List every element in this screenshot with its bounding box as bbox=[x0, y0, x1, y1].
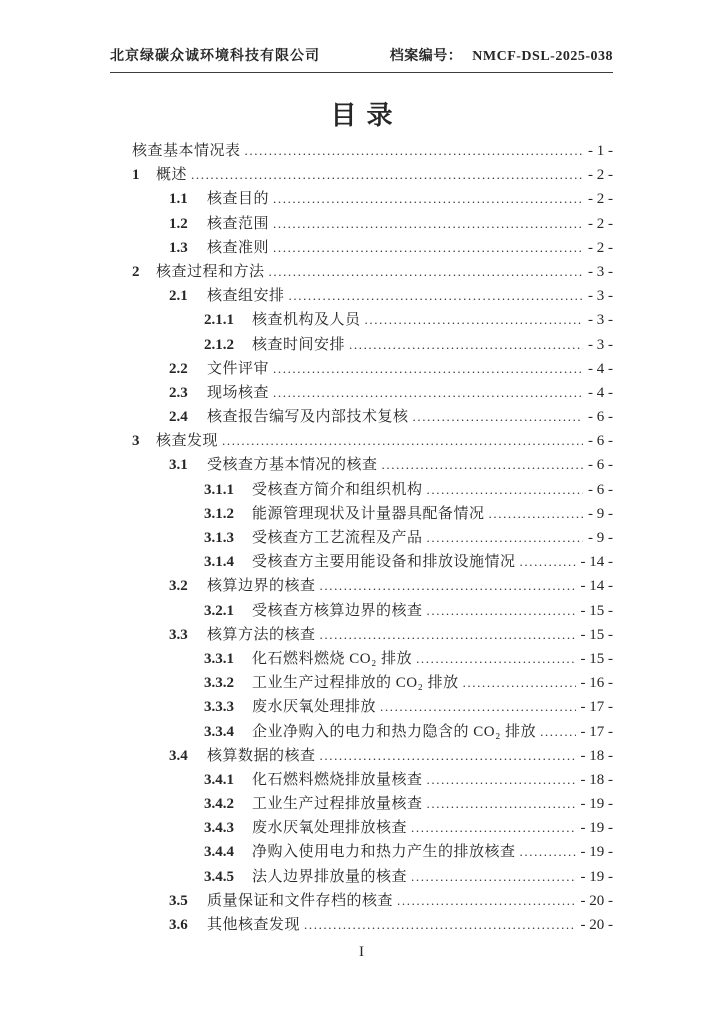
toc-entry[interactable] bbox=[132, 792, 613, 816]
toc-entry-title: 核查基本情况表 bbox=[132, 143, 241, 159]
toc-entry-number: 3.4 bbox=[169, 747, 188, 764]
toc-leader-dots bbox=[245, 139, 583, 163]
toc-leader-dots bbox=[427, 599, 576, 623]
toc-entry-number: 1.1 bbox=[169, 191, 188, 208]
toc-leader-dots bbox=[320, 744, 576, 768]
toc-entry-page: - 6 - bbox=[588, 433, 613, 450]
toc-entry-title: 受核查方简介和组织机构 bbox=[252, 481, 423, 498]
toc-entry-title: 企业净购入的电力和热力隐含的 CO₂ 排放 bbox=[252, 723, 537, 740]
toc-entry-number: 2.2 bbox=[169, 360, 188, 377]
toc-entry[interactable] bbox=[132, 333, 613, 357]
toc-entry-page: - 14 - bbox=[580, 554, 613, 571]
toc-entry-number: 3.1.4 bbox=[204, 554, 234, 571]
toc-entry[interactable] bbox=[132, 139, 613, 163]
toc-entry-number: 3.4.1 bbox=[204, 771, 234, 788]
toc-entry-number: 3.1.3 bbox=[204, 530, 234, 546]
toc-entry-number: 3 bbox=[132, 433, 140, 450]
toc-entry-number: 3.1.2 bbox=[204, 505, 234, 522]
toc-leader-dots bbox=[365, 308, 583, 332]
toc-entry-title: 核查过程和方法 bbox=[156, 263, 265, 280]
toc-leader-dots bbox=[273, 187, 583, 211]
toc-entry[interactable] bbox=[132, 647, 613, 671]
toc-entry-title: 受核查方工艺流程及产品 bbox=[252, 530, 423, 546]
toc-entry-title: 化石燃料燃烧 CO₂ 排放 bbox=[252, 650, 413, 667]
toc-entry[interactable] bbox=[132, 768, 613, 792]
toc-entry[interactable] bbox=[132, 381, 613, 405]
page-header bbox=[110, 45, 613, 73]
toc-entry-page: - 20 - bbox=[580, 917, 613, 933]
toc-entry-number: 3.2 bbox=[169, 578, 188, 595]
toc-leader-dots bbox=[273, 357, 583, 381]
toc-entry-number: 3.2.1 bbox=[204, 602, 234, 619]
toc-entry-title: 核算数据的核查 bbox=[207, 747, 316, 764]
toc-entry[interactable] bbox=[132, 429, 613, 453]
toc-leader-dots bbox=[411, 865, 575, 889]
toc-entry-title: 核查范围 bbox=[207, 215, 270, 232]
toc-entry-page: - 15 - bbox=[580, 626, 613, 643]
toc-entry-page: - 3 - bbox=[588, 312, 613, 329]
toc-entry-page: - 2 - bbox=[588, 191, 613, 208]
toc-entry-number: 3.1.1 bbox=[204, 481, 234, 498]
toc-entry-number: 3.5 bbox=[169, 892, 188, 909]
toc-entry-page: - 4 - bbox=[588, 384, 613, 401]
toc-entry[interactable] bbox=[132, 816, 613, 840]
toc-entry-page: - 17 - bbox=[580, 699, 613, 716]
toc-entry[interactable] bbox=[132, 453, 613, 477]
toc-entry-title: 工业生产过程排放的 CO₂ 排放 bbox=[252, 675, 459, 692]
toc-entry-title: 核查时间安排 bbox=[252, 336, 346, 353]
toc-leader-dots bbox=[320, 623, 576, 647]
toc-entry-number: 2.4 bbox=[169, 409, 188, 426]
toc-entry-number: 1 bbox=[132, 167, 140, 184]
toc-leader-dots bbox=[273, 236, 583, 260]
toc-entry-title: 受核查方核算边界的核查 bbox=[252, 602, 423, 619]
toc-entry[interactable] bbox=[132, 526, 613, 550]
toc-entry-page: - 19 - bbox=[580, 844, 613, 861]
toc-entry-title: 现场核查 bbox=[207, 384, 270, 401]
file-number-label: 档案编号： bbox=[389, 49, 463, 64]
toc-entry-number: 2.1.2 bbox=[204, 336, 234, 353]
toc-entry-page: - 2 - bbox=[588, 239, 613, 256]
toc-leader-dots bbox=[380, 695, 575, 719]
toc-entry-number: 3.3 bbox=[169, 626, 188, 643]
toc-leader-dots bbox=[382, 453, 583, 477]
toc-leader-dots bbox=[416, 647, 575, 671]
toc-entry-number: 1.2 bbox=[169, 215, 188, 232]
page-title: 目录 bbox=[330, 101, 403, 130]
toc-leader-dots bbox=[273, 381, 583, 405]
toc-entry[interactable] bbox=[132, 671, 613, 695]
toc-entry-title: 净购入使用电力和热力产生的排放核查 bbox=[252, 844, 516, 861]
toc-entry-title: 化石燃料燃烧排放量核查 bbox=[252, 771, 423, 788]
toc-entry-number: 3.1 bbox=[169, 457, 188, 474]
toc-entry-number: 3.3.4 bbox=[204, 723, 234, 740]
toc-entry-page: - 18 - bbox=[580, 747, 613, 764]
toc-leader-dots bbox=[427, 768, 576, 792]
toc-leader-dots bbox=[222, 429, 583, 453]
toc-leader-dots bbox=[427, 792, 576, 816]
toc-leader-dots bbox=[304, 913, 575, 937]
toc-leader-dots bbox=[411, 816, 575, 840]
toc-leader-dots bbox=[427, 478, 583, 502]
toc-entry-title: 能源管理现状及计量器具配备情况 bbox=[252, 505, 485, 522]
toc-entry-page: - 9 - bbox=[588, 505, 613, 522]
toc-leader-dots bbox=[269, 260, 583, 284]
toc-entry-title: 法人边界排放量的核查 bbox=[252, 868, 408, 885]
toc-entry-page: - 2 - bbox=[588, 215, 613, 232]
toc-entry-page: - 4 - bbox=[588, 360, 613, 377]
toc-entry-page: - 14 - bbox=[580, 578, 613, 595]
toc-entry-page: - 16 - bbox=[580, 675, 613, 692]
toc-entry-title: 核查目的 bbox=[207, 191, 270, 208]
toc-entry-page: - 6 - bbox=[588, 457, 613, 474]
toc-entry-title: 核查组安排 bbox=[207, 288, 285, 305]
toc-entry[interactable] bbox=[132, 163, 613, 187]
toc-entry-number: 2 bbox=[132, 263, 140, 280]
toc-leader-dots bbox=[520, 840, 576, 864]
toc-entry[interactable] bbox=[132, 284, 613, 308]
toc-entry-title: 核查准则 bbox=[207, 239, 270, 256]
toc-entry-number: 2.1.1 bbox=[204, 312, 234, 329]
toc-entry-page: - 6 - bbox=[588, 409, 613, 426]
toc-entry[interactable] bbox=[132, 187, 613, 211]
toc-entry-page: - 2 - bbox=[588, 167, 613, 184]
company-name: 北京绿碳众诚环境科技有限公司 bbox=[110, 49, 320, 64]
toc-leader-dots bbox=[289, 284, 583, 308]
toc-entry-number: 3.6 bbox=[169, 917, 188, 933]
toc-entry-page: - 17 - bbox=[580, 723, 613, 740]
toc-leader-dots bbox=[413, 405, 583, 429]
toc-entry-title: 核算方法的核查 bbox=[207, 626, 316, 643]
toc-entry-title: 概述 bbox=[156, 167, 188, 184]
toc-entry[interactable] bbox=[132, 502, 613, 526]
toc-entry-title: 文件评审 bbox=[207, 360, 270, 377]
toc-entry[interactable] bbox=[132, 260, 613, 284]
toc-entry-number: 2.1 bbox=[169, 288, 188, 305]
toc-entry[interactable] bbox=[132, 889, 613, 913]
toc-list bbox=[132, 139, 613, 937]
toc-entry-number: 3.3.3 bbox=[204, 699, 234, 716]
toc-entry-page: - 1 - bbox=[588, 143, 613, 159]
toc-entry-page: - 3 - bbox=[588, 263, 613, 280]
toc-entry-title: 其他核查发现 bbox=[207, 917, 301, 933]
toc-entry-page: - 20 - bbox=[580, 892, 613, 909]
file-number-value: NMCF-DSL-2025-038 bbox=[472, 49, 613, 64]
toc-entry-title: 核查机构及人员 bbox=[252, 312, 361, 329]
toc-entry-page: - 6 - bbox=[588, 481, 613, 498]
toc-entry-title: 受核查方主要用能设备和排放设施情况 bbox=[252, 554, 516, 571]
file-number bbox=[390, 45, 613, 65]
toc-entry-number: 3.3.1 bbox=[204, 650, 234, 667]
toc-leader-dots bbox=[540, 720, 575, 744]
toc-entry-page: - 19 - bbox=[580, 796, 613, 813]
toc-leader-dots bbox=[349, 333, 583, 357]
toc-entry-page: - 15 - bbox=[580, 602, 613, 619]
toc-entry[interactable] bbox=[132, 695, 613, 719]
toc-entry-title: 受核查方基本情况的核查 bbox=[207, 457, 378, 474]
toc-entry-page: - 19 - bbox=[580, 820, 613, 837]
toc-entry[interactable] bbox=[132, 357, 613, 381]
toc-entry-title: 核查报告编写及内部技术复核 bbox=[207, 409, 409, 426]
toc-entry-title: 核查发现 bbox=[156, 433, 219, 450]
toc-entry-number: 3.4.4 bbox=[204, 844, 234, 861]
toc-leader-dots bbox=[320, 574, 576, 598]
toc-entry[interactable] bbox=[132, 744, 613, 768]
toc-entry[interactable] bbox=[132, 623, 613, 647]
toc-leader-dots bbox=[520, 550, 576, 574]
toc-entry-number: 3.3.2 bbox=[204, 675, 234, 692]
toc-entry[interactable] bbox=[132, 478, 613, 502]
toc-leader-dots bbox=[463, 671, 576, 695]
toc-entry-page: - 19 - bbox=[580, 868, 613, 885]
toc-entry-title: 质量保证和文件存档的核查 bbox=[207, 892, 394, 909]
toc-leader-dots bbox=[397, 889, 575, 913]
toc-entry-number: 1.3 bbox=[169, 239, 188, 256]
toc-entry[interactable] bbox=[132, 865, 613, 889]
toc-entry-number: 3.4.3 bbox=[204, 820, 234, 837]
toc-entry-number: 3.4.2 bbox=[204, 796, 234, 813]
toc-leader-dots bbox=[427, 526, 583, 550]
toc-entry[interactable] bbox=[132, 212, 613, 236]
toc-entry[interactable] bbox=[132, 913, 613, 937]
toc-leader-dots bbox=[191, 163, 583, 187]
toc-entry[interactable] bbox=[132, 574, 613, 598]
footer-page-number: I bbox=[359, 944, 364, 960]
toc-entry-page: - 3 - bbox=[588, 336, 613, 353]
toc-entry-title: 工业生产过程排放量核查 bbox=[252, 796, 423, 813]
toc-entry-page: - 15 - bbox=[580, 650, 613, 667]
toc-entry-number: 3.4.5 bbox=[204, 868, 234, 885]
toc-entry[interactable] bbox=[132, 550, 613, 574]
toc-entry[interactable] bbox=[132, 599, 613, 623]
toc-entry[interactable] bbox=[132, 308, 613, 332]
toc-entry[interactable] bbox=[132, 720, 613, 744]
toc-leader-dots bbox=[489, 502, 583, 526]
toc-entry-page: - 18 - bbox=[580, 771, 613, 788]
toc-entry-page: - 9 - bbox=[588, 530, 613, 546]
toc-entry-title: 核算边界的核查 bbox=[207, 578, 316, 595]
toc-entry[interactable] bbox=[132, 840, 613, 864]
toc-entry-title: 废水厌氧处理排放 bbox=[252, 699, 377, 716]
toc-entry-number: 2.3 bbox=[169, 384, 188, 401]
toc-entry-title: 废水厌氧处理排放核查 bbox=[252, 820, 408, 837]
toc-leader-dots bbox=[273, 212, 583, 236]
toc-entry-page: - 3 - bbox=[588, 288, 613, 305]
toc-entry[interactable] bbox=[132, 405, 613, 429]
toc-entry[interactable] bbox=[132, 236, 613, 260]
